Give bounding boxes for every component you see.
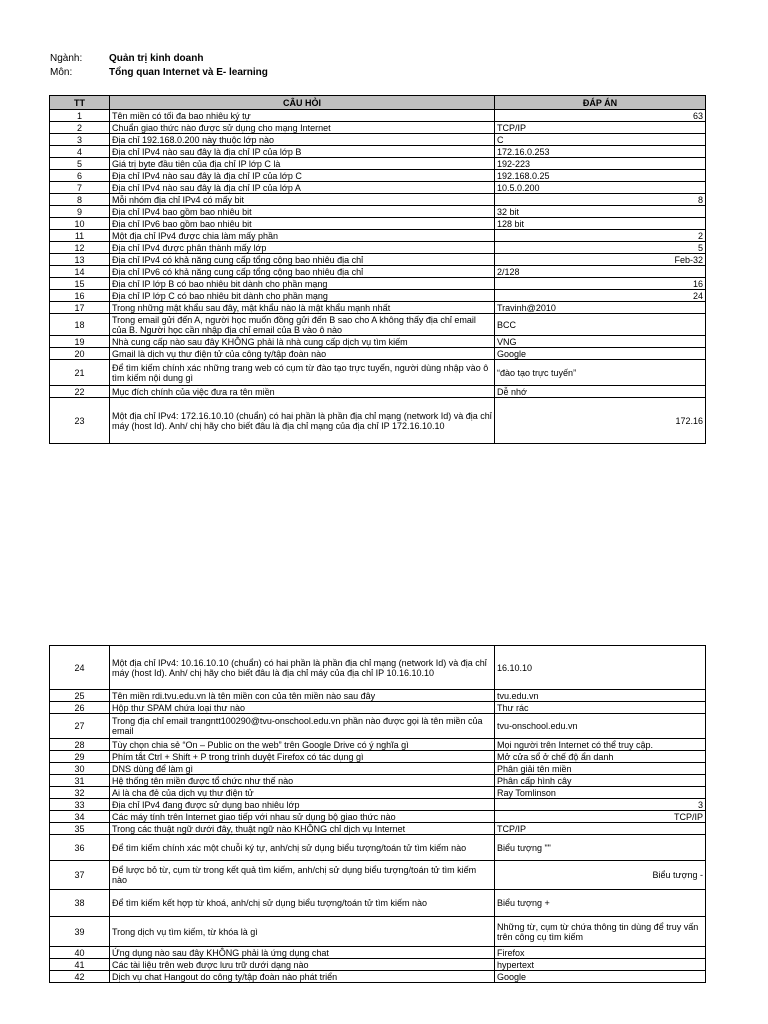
row-number: 4 bbox=[50, 146, 110, 158]
row-number: 2 bbox=[50, 122, 110, 134]
answer-cell: 8 bbox=[495, 194, 706, 206]
answer-cell: “đào tạo trực tuyến” bbox=[495, 360, 706, 386]
answer-cell: tvu.edu.vn bbox=[495, 690, 706, 702]
header-answer: ĐÁP ÁN bbox=[495, 96, 706, 110]
row-number: 22 bbox=[50, 386, 110, 398]
answer-cell: Google bbox=[495, 348, 706, 360]
table-row bbox=[50, 787, 706, 799]
question-cell: Để tìm kiếm chính xác những trang web có cụm từ đào tạo trực tuyến, người dùng nhập vào ô tìm kiếm nội dung gì bbox=[110, 360, 495, 386]
question-cell: Ai là cha đẻ của dịch vụ thư điện tử bbox=[110, 787, 495, 799]
row-number: 21 bbox=[50, 360, 110, 386]
answer-cell: 10.5.0.200 bbox=[495, 182, 706, 194]
question-cell: Để tìm kiếm kết hợp từ khoá, anh/chị sử dụng biểu tượng/toán tử tìm kiếm nào bbox=[110, 890, 495, 917]
table-row bbox=[50, 336, 706, 348]
answer-cell: Thư rác bbox=[495, 702, 706, 714]
table-row bbox=[50, 799, 706, 811]
question-cell: Địa chỉ 192.168.0.200 này thuộc lớp nào bbox=[110, 134, 495, 146]
table-row bbox=[50, 314, 706, 336]
row-number: 17 bbox=[50, 302, 110, 314]
question-cell: Để tìm kiếm chính xác một chuỗi ký tự, anh/chị sử dụng biểu tượng/toán tử tìm kiếm nào bbox=[110, 835, 495, 861]
question-cell: DNS dùng để làm gì bbox=[110, 763, 495, 775]
question-cell: Trong những mật khẩu sau đây, mật khẩu nào là mật khẩu mạnh nhất bbox=[110, 302, 495, 314]
answer-cell: Phân cấp hình cây bbox=[495, 775, 706, 787]
row-number: 41 bbox=[50, 959, 110, 971]
answer-cell: Biểu tượng "" bbox=[495, 835, 706, 861]
answer-cell: 24 bbox=[495, 290, 706, 302]
question-table-1 bbox=[49, 95, 706, 444]
answer-cell: 172.16 bbox=[495, 398, 706, 444]
mon-value: Tổng quan Internet và E- learning bbox=[109, 67, 268, 78]
row-number: 14 bbox=[50, 266, 110, 278]
table-row bbox=[50, 959, 706, 971]
header-question: CÂU HỎI bbox=[110, 96, 495, 110]
row-number: 33 bbox=[50, 799, 110, 811]
answer-cell: 63 bbox=[495, 110, 706, 122]
row-number: 7 bbox=[50, 182, 110, 194]
table-row bbox=[50, 254, 706, 266]
row-number: 24 bbox=[50, 646, 110, 690]
question-cell: Địa chỉ IPv4 nào sau đây là địa chỉ IP của lớp C bbox=[110, 170, 495, 182]
question-table-2 bbox=[49, 645, 706, 983]
question-cell: Ứng dụng nào sau đây KHÔNG phải là ứng dụng chat bbox=[110, 947, 495, 959]
answer-cell: VNG bbox=[495, 336, 706, 348]
row-number: 34 bbox=[50, 811, 110, 823]
row-number: 11 bbox=[50, 230, 110, 242]
answer-cell: BCC bbox=[495, 314, 706, 336]
answer-cell: Phân giải tên miền bbox=[495, 763, 706, 775]
answer-cell: 2/128 bbox=[495, 266, 706, 278]
table-row bbox=[50, 751, 706, 763]
row-number: 9 bbox=[50, 206, 110, 218]
table-row bbox=[50, 146, 706, 158]
table-row bbox=[50, 775, 706, 787]
table-row bbox=[50, 266, 706, 278]
answer-cell: 32 bit bbox=[495, 206, 706, 218]
row-number: 25 bbox=[50, 690, 110, 702]
nganh-value: Quản trị kinh doanh bbox=[109, 53, 204, 64]
table-row bbox=[50, 242, 706, 254]
question-cell: Gmail là dịch vụ thư điện tử của công ty/tập đoàn nào bbox=[110, 348, 495, 360]
question-cell: Địa chỉ IPv4 được phân thành mấy lớp bbox=[110, 242, 495, 254]
row-number: 26 bbox=[50, 702, 110, 714]
table-row bbox=[50, 947, 706, 959]
question-cell: Dịch vụ chat Hangout do công ty/tập đoàn nào phát triển bbox=[110, 971, 495, 983]
table-row bbox=[50, 170, 706, 182]
row-number: 35 bbox=[50, 823, 110, 835]
row-number: 36 bbox=[50, 835, 110, 861]
answer-cell: Travinh@2010 bbox=[495, 302, 706, 314]
table-row bbox=[50, 348, 706, 360]
answer-cell: Feb-32 bbox=[495, 254, 706, 266]
sheet-header bbox=[50, 52, 268, 80]
row-number: 38 bbox=[50, 890, 110, 917]
table-row bbox=[50, 971, 706, 983]
answer-cell: Biểu tượng - bbox=[495, 861, 706, 890]
table-row bbox=[50, 158, 706, 170]
answer-cell: 172.16.0.253 bbox=[495, 146, 706, 158]
answer-cell: Mở cửa sổ ở chế độ ẩn danh bbox=[495, 751, 706, 763]
table-row bbox=[50, 302, 706, 314]
question-cell: Tên miền rdi.tvu.edu.vn là tên miền con của tên miền nào sau đây bbox=[110, 690, 495, 702]
row-number: 5 bbox=[50, 158, 110, 170]
table-row bbox=[50, 690, 706, 702]
answer-cell: 3 bbox=[495, 799, 706, 811]
table-row bbox=[50, 182, 706, 194]
answer-cell: TCP/IP bbox=[495, 122, 706, 134]
table-row bbox=[50, 110, 706, 122]
answer-cell: 16.10.10 bbox=[495, 646, 706, 690]
question-cell: Trong các thuật ngữ dưới đây, thuật ngữ nào KHÔNG chỉ dịch vụ Internet bbox=[110, 823, 495, 835]
answer-cell: Mọi người trên Internet có thể truy cập. bbox=[495, 739, 706, 751]
answer-cell: Google bbox=[495, 971, 706, 983]
row-number: 10 bbox=[50, 218, 110, 230]
table-row bbox=[50, 646, 706, 690]
answer-cell: C bbox=[495, 134, 706, 146]
row-number: 15 bbox=[50, 278, 110, 290]
table-row bbox=[50, 763, 706, 775]
question-cell: Hệ thống tên miền được tổ chức như thế nào bbox=[110, 775, 495, 787]
row-number: 1 bbox=[50, 110, 110, 122]
row-number: 40 bbox=[50, 947, 110, 959]
table-row bbox=[50, 398, 706, 444]
row-number: 23 bbox=[50, 398, 110, 444]
question-cell: Các máy tính trên Internet giao tiếp với nhau sử dụng bộ giao thức nào bbox=[110, 811, 495, 823]
answer-cell: 5 bbox=[495, 242, 706, 254]
table-row bbox=[50, 835, 706, 861]
question-cell: Trong địa chỉ email trangntt100290@tvu-onschool.edu.vn phần nào được gọi là tên miền của email bbox=[110, 714, 495, 739]
question-cell: Địa chỉ IPv4 nào sau đây là địa chỉ IP của lớp B bbox=[110, 146, 495, 158]
question-cell: Tùy chọn chia sẻ “On – Public on the web” trên Google Drive có ý nghĩa gì bbox=[110, 739, 495, 751]
answer-cell: Những từ, cụm từ chứa thông tin dùng để truy vấn trên công cụ tìm kiếm bbox=[495, 917, 706, 947]
question-cell: Địa chỉ IPv4 nào sau đây là địa chỉ IP của lớp A bbox=[110, 182, 495, 194]
row-number: 6 bbox=[50, 170, 110, 182]
question-cell: Địa chỉ IPv4 đang được sử dụng bao nhiêu lớp bbox=[110, 799, 495, 811]
question-cell: Mỗi nhóm địa chỉ IPv4 có mấy bit bbox=[110, 194, 495, 206]
question-cell: Trong dịch vụ tìm kiếm, từ khóa là gì bbox=[110, 917, 495, 947]
nganh-row bbox=[50, 52, 268, 66]
answer-cell: tvu-onschool.edu.vn bbox=[495, 714, 706, 739]
table-row bbox=[50, 122, 706, 134]
row-number: 28 bbox=[50, 739, 110, 751]
question-cell: Nhà cung cấp nào sau đây KHÔNG phải là nhà cung cấp dịch vụ tìm kiếm bbox=[110, 336, 495, 348]
answer-cell: hypertext bbox=[495, 959, 706, 971]
answer-cell: Firefox bbox=[495, 947, 706, 959]
question-cell: Chuẩn giao thức nào được sử dụng cho mạng Internet bbox=[110, 122, 495, 134]
question-cell: Một địa chỉ IPv4 được chia làm mấy phần bbox=[110, 230, 495, 242]
answer-cell: Dễ nhớ bbox=[495, 386, 706, 398]
question-cell: Để lược bỏ từ, cụm từ trong kết quả tìm kiếm, anh/chị sử dụng biểu tượng/toán tử tìm kiếm nào bbox=[110, 861, 495, 890]
table-row bbox=[50, 134, 706, 146]
question-cell: Giá trị byte đầu tiên của địa chỉ IP lớp C là bbox=[110, 158, 495, 170]
answer-cell: 16 bbox=[495, 278, 706, 290]
question-cell: Một địa chỉ IPv4: 172.16.10.10 (chuẩn) có hai phần là phần địa chỉ mạng (network Id) và địa chỉ máy (host Id). Anh/ chị hãy cho biết đâu là địa chỉ mạng của địa chỉ IP 172.16.10.10 bbox=[110, 398, 495, 444]
question-cell: Địa chỉ IP lớp C có bao nhiêu bit dành cho phần mạng bbox=[110, 290, 495, 302]
question-cell: Trong email gửi đến A, người học muốn đồng gửi đến B sao cho A không thấy địa chỉ email của B. Người học cần nhập địa chỉ email của B vào ô nào bbox=[110, 314, 495, 336]
answer-cell: 128 bit bbox=[495, 218, 706, 230]
table-row bbox=[50, 194, 706, 206]
answer-cell: TCP/IP bbox=[495, 823, 706, 835]
header-row bbox=[50, 96, 706, 110]
question-cell: Tên miền có tối đa bao nhiêu ký tự bbox=[110, 110, 495, 122]
table-row bbox=[50, 218, 706, 230]
row-number: 3 bbox=[50, 134, 110, 146]
table-row bbox=[50, 714, 706, 739]
row-number: 31 bbox=[50, 775, 110, 787]
row-number: 19 bbox=[50, 336, 110, 348]
header-tt: TT bbox=[50, 96, 110, 110]
mon-label: Môn: bbox=[50, 67, 73, 78]
row-number: 37 bbox=[50, 861, 110, 890]
answer-cell: Ray Tomlinson bbox=[495, 787, 706, 799]
row-number: 20 bbox=[50, 348, 110, 360]
row-number: 27 bbox=[50, 714, 110, 739]
row-number: 29 bbox=[50, 751, 110, 763]
answer-cell: 2 bbox=[495, 230, 706, 242]
table-row bbox=[50, 811, 706, 823]
table-row bbox=[50, 360, 706, 386]
table-row bbox=[50, 702, 706, 714]
question-cell: Địa chỉ IPv6 có khả năng cung cấp tổng cộng bao nhiêu địa chỉ bbox=[110, 266, 495, 278]
answer-cell: 192.168.0.25 bbox=[495, 170, 706, 182]
row-number: 8 bbox=[50, 194, 110, 206]
nganh-label: Ngành: bbox=[50, 53, 83, 64]
row-number: 42 bbox=[50, 971, 110, 983]
table-row bbox=[50, 230, 706, 242]
question-cell: Hộp thư SPAM chứa loại thư nào bbox=[110, 702, 495, 714]
table-row bbox=[50, 823, 706, 835]
answer-cell: 192-223 bbox=[495, 158, 706, 170]
row-number: 16 bbox=[50, 290, 110, 302]
table-row bbox=[50, 917, 706, 947]
mon-row bbox=[50, 66, 268, 80]
answer-cell: TCP/IP bbox=[495, 811, 706, 823]
table-row bbox=[50, 890, 706, 917]
question-cell: Các tài liệu trên web được lưu trữ dưới dạng nào bbox=[110, 959, 495, 971]
row-number: 12 bbox=[50, 242, 110, 254]
question-cell: Địa chỉ IPv6 bao gồm bao nhiêu bit bbox=[110, 218, 495, 230]
row-number: 30 bbox=[50, 763, 110, 775]
answer-cell: Biểu tượng + bbox=[495, 890, 706, 917]
question-cell: Địa chỉ IPv4 bao gồm bao nhiêu bit bbox=[110, 206, 495, 218]
table-row bbox=[50, 278, 706, 290]
table-row bbox=[50, 861, 706, 890]
row-number: 39 bbox=[50, 917, 110, 947]
question-cell: Phím tắt Ctrl + Shift + P trong trình duyệt Firefox có tác dụng gì bbox=[110, 751, 495, 763]
question-cell: Một địa chỉ IPv4: 10.16.10.10 (chuẩn) có hai phần là phần địa chỉ mạng (network Id) và địa chỉ máy (host Id). Anh/ chị hãy cho biết đâu là địa chỉ máy của địa chỉ IP 10.16.10.10 bbox=[110, 646, 495, 690]
row-number: 13 bbox=[50, 254, 110, 266]
table-row bbox=[50, 290, 706, 302]
row-number: 18 bbox=[50, 314, 110, 336]
table-row bbox=[50, 206, 706, 218]
table-row bbox=[50, 386, 706, 398]
question-cell: Địa chỉ IPv4 có khả năng cung cấp tổng cộng bao nhiêu địa chỉ bbox=[110, 254, 495, 266]
table-row bbox=[50, 739, 706, 751]
row-number: 32 bbox=[50, 787, 110, 799]
question-cell: Mục đích chính của việc đưa ra tên miền bbox=[110, 386, 495, 398]
question-cell: Địa chỉ IP lớp B có bao nhiêu bit dành cho phần mạng bbox=[110, 278, 495, 290]
